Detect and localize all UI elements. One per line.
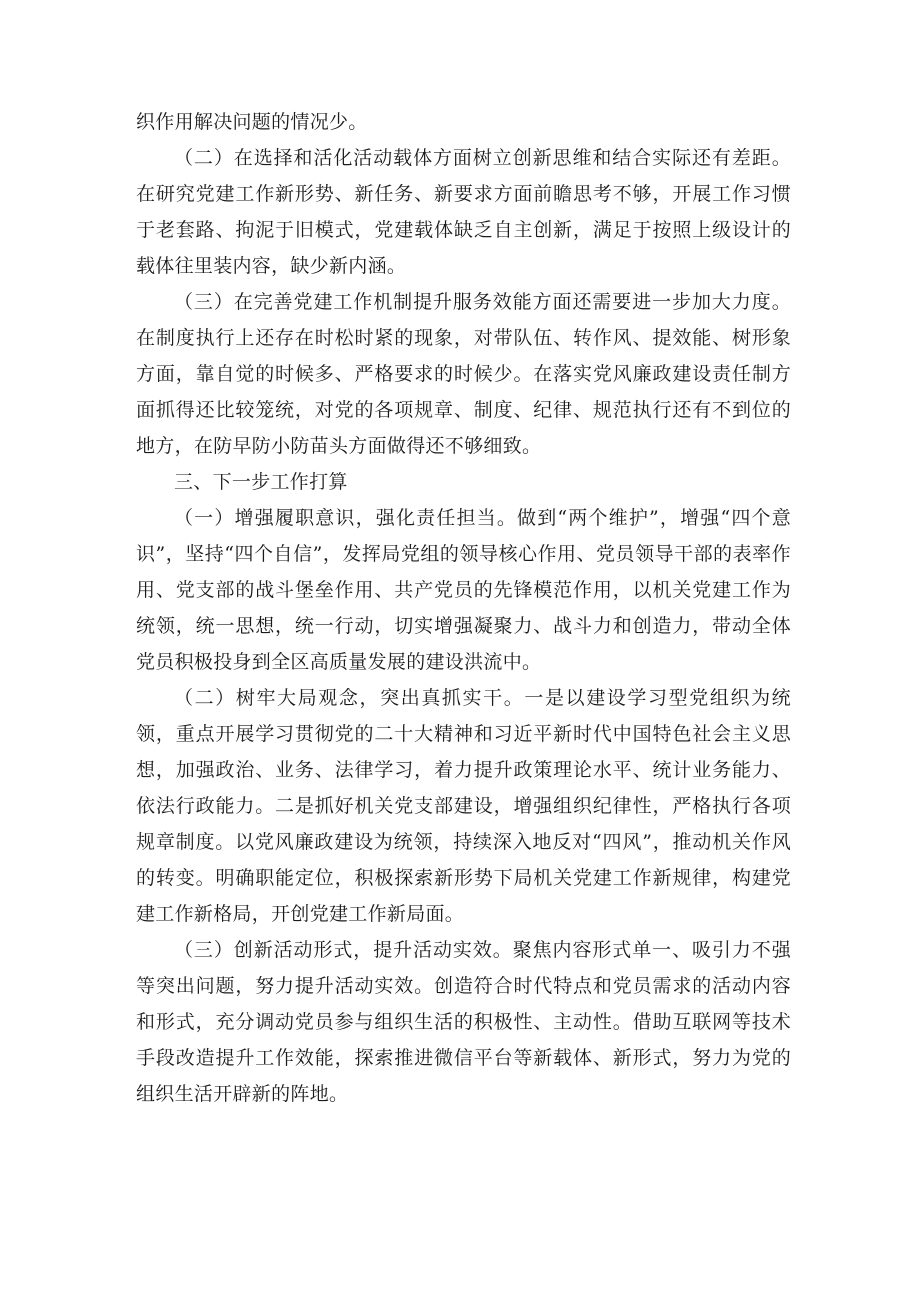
paragraph-issue-3: （三）在完善党建工作机制提升服务效能方面还需要进一步加大力度。在制度执行上还存在时松时紧的现象，对带队伍、转作风、提效能、树形象方面，靠自觉的时候多、严格要求的时候少。在落实党风廉政建设责任制方面抓得还比较笼统，对党的各项规章、制度、纪律、规范执行还有不到位的地方，在防早防小防苗头方面做得还不够细致。 [136, 291, 791, 457]
paragraph-plan-2: （二）树牢大局观念，突出真抓实干。一是以建设学习型党组织为统领，重点开展学习贯彻党的二十大精神和习近平新时代中国特色社会主义思想，加强政治、业务、法律学习，着力提升政策理论水平、统计业务能力、依法行政能力。二是抓好机关党支部建设，增强组织纪律性，严格执行各项规章制度。以党风廉政建设为统领，持续深入地反对“四风”，推动机关作风的转变。明确职能定位，积极探索新形势下局机关党建工作新规律，构建党建工作新格局，开创党建工作新局面。 [136, 687, 791, 925]
paragraph-plan-3: （三）创新活动形式，提升活动实效。聚焦内容形式单一、吸引力不强等突出问题，努力提升活动实效。创造符合时代特点和党员需求的活动内容和形式，充分调动党员参与组织生活的积极性、主动性。借助互联网等技术手段改造提升工作效能，探索推进微信平台等新载体、新形式，努力为党的组织生活开辟新的阵地。 [136, 939, 791, 1105]
document-body [136, 104, 791, 1112]
paragraph-plan-1: （一）增强履职意识，强化责任担当。做到“两个维护”，增强“四个意识”，坚持“四个自信”，发挥局党组的领导核心作用、党员领导干部的表率作用、党支部的战斗堡垒作用、共产党员的先锋模范作用，以机关党建工作为统领，统一思想，统一行动，切实增强凝聚力、战斗力和创造力，带动全体党员积极投身到全区高质量发展的建设洪流中。 [136, 507, 791, 673]
section-heading-next-steps: 三、下一步工作打算 [174, 471, 348, 493]
paragraph-continuation: 织作用解决问题的情况少。 [136, 111, 368, 133]
paragraph-issue-2: （二）在选择和活化活动载体方面树立创新思维和结合实际还有差距。在研究党建工作新形势、新任务、新要求方面前瞻思考不够，开展工作习惯于老套路、拘泥于旧模式，党建载体缺乏自主创新，满足于按照上级设计的载体往里装内容，缺少新内涵。 [136, 147, 791, 277]
